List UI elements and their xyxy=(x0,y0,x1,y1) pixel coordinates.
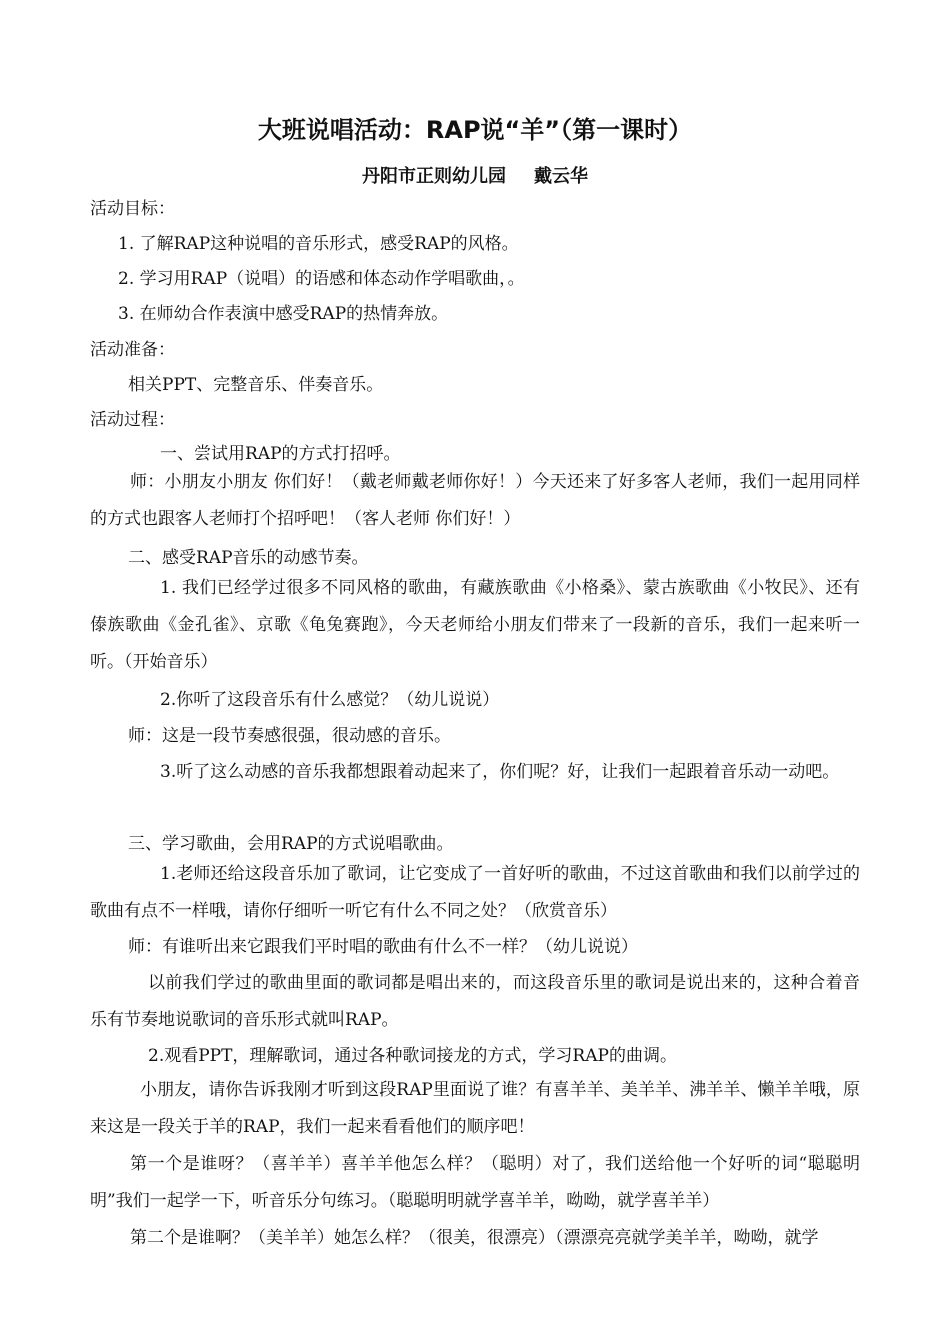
author-line xyxy=(0,162,950,188)
paragraph: 以前我们学过的歌曲里面的歌词都是唱出来的，而这段音乐里的歌词是说出来的，这种合着音乐有节奏地说歌词的音乐形式就叫RAP。 xyxy=(90,973,860,1030)
goal-item: 2. 学习用RAP（说唱）的语感和体态动作学唱歌曲，。 xyxy=(118,269,525,289)
paragraph: 师：这是一段节奏感很强，很动感的音乐。 xyxy=(128,726,451,746)
paragraph: 师：有谁听出来它跟我们平时唱的歌曲有什么不一样？（幼儿说说） xyxy=(128,937,638,957)
step-heading: 一、尝试用RAP的方式打招呼。 xyxy=(160,444,401,464)
paragraph: 第一个是谁呀？（喜羊羊）喜羊羊他怎么样？（聪明）对了，我们送给他一个好听的词“聪聪明明”我们一起学一下，听音乐分句练习。（聪聪明明就学喜羊羊，呦呦，就学喜羊羊） xyxy=(90,1154,860,1211)
paragraph: 1. 我们已经学过很多不同风格的歌曲，有藏族歌曲《小格桑》、蒙古族歌曲《小牧民》、还有傣族歌曲《金孔雀》、京歌《龟兔赛跑》，今天老师给小朋友们带来了一段新的音乐，我们一起来听一听。（开始音乐） xyxy=(90,578,860,672)
prep-text: 相关PPT、完整音乐、伴奏音乐。 xyxy=(128,375,384,395)
paragraph: 3.听了这么动感的音乐我都想跟着动起来了，你们呢？好，让我们一起跟着音乐动一动吧。 xyxy=(160,762,840,782)
paragraph: 师：小朋友小朋友 你们好！（戴老师戴老师你好！）今天还来了好多客人老师，我们一起用同样的方式也跟客人老师打个招呼吧！（客人老师 你们好！） xyxy=(90,472,860,529)
step-heading: 二、感受RAP音乐的动感节奏。 xyxy=(128,548,369,568)
author-school: 丹阳市正则幼儿园 xyxy=(362,166,506,187)
prep-heading: 活动准备： xyxy=(90,340,175,360)
goal-item: 3. 在师幼合作表演中感受RAP的热情奔放。 xyxy=(118,304,449,324)
paragraph: 1.老师还给这段音乐加了歌词，让它变成了一首好听的歌曲，不过这首歌曲和我们以前学过的歌曲有点不一样哦，请你仔细听一听它有什么不同之处？（欣赏音乐） xyxy=(90,864,860,921)
paragraph: 2.你听了这段音乐有什么感觉？（幼儿说说） xyxy=(160,690,500,710)
paragraph: 2.观看PPT，理解歌词，通过各种歌词接龙的方式，学习RAP的曲调。 xyxy=(148,1046,677,1066)
paragraph: 小朋友，请你告诉我刚才听到这段RAP里面说了谁？有喜羊羊、美羊羊、沸羊羊、懒羊羊哦，原来这是一段关于羊的RAP，我们一起来看看他们的顺序吧！ xyxy=(90,1080,860,1137)
author-name: 戴云华 xyxy=(534,166,588,187)
goals-heading: 活动目标： xyxy=(90,199,175,219)
step-heading: 三、学习歌曲，会用RAP的方式说唱歌曲。 xyxy=(128,834,454,854)
process-heading: 活动过程： xyxy=(90,410,175,430)
document-title: 大班说唱活动：RAP说“羊”（第一课时） xyxy=(257,116,693,144)
goal-item: 1. 了解RAP这种说唱的音乐形式，感受RAP的风格。 xyxy=(118,234,519,254)
paragraph: 第二个是谁啊？（美羊羊）她怎么样？（很美，很漂亮）（漂漂亮亮就学美羊羊，呦呦，就学 xyxy=(130,1228,819,1248)
